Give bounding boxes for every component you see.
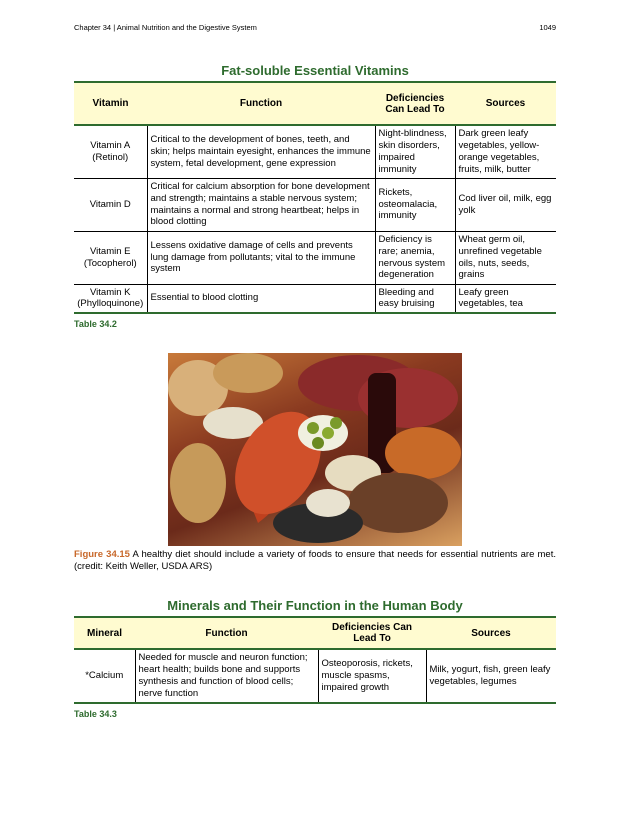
table2-title: Minerals and Their Function in the Human Body: [167, 598, 463, 613]
chapter-title: Chapter 34 | Animal Nutrition and the Digestive System: [74, 23, 257, 32]
table-cell: Vitamin K (Phylloquinone): [74, 284, 147, 313]
table-header-row: [74, 617, 556, 649]
table-cell: Vitamin A (Retinol): [74, 125, 147, 178]
vitamins-table: [74, 81, 556, 314]
column-header: Sources: [455, 82, 556, 125]
table-cell: Vitamin D: [74, 178, 147, 231]
table-cell: Critical to the development of bones, teeth, and skin; helps maintain eyesight, enhances the immune system, fetal development, gene expression: [147, 125, 375, 178]
table-cell: Needed for muscle and neuron function; heart health; builds bone and supports synthesis and function of blood cells; nerve function: [135, 649, 318, 703]
table-cell: Rickets, osteomalacia, immunity: [375, 178, 455, 231]
table1-title: Fat-soluble Essential Vitamins: [221, 63, 409, 78]
figure-caption: [74, 549, 556, 574]
food-photo: [168, 353, 462, 546]
table-row: [74, 125, 556, 178]
table-row: [74, 649, 556, 703]
table-cell: Osteoporosis, rickets, muscle spasms, impaired growth: [318, 649, 426, 703]
table-cell: Vitamin E (Tocopherol): [74, 231, 147, 284]
column-header: Deficiencies Can Lead To: [318, 617, 426, 649]
column-header: Function: [147, 82, 375, 125]
table-header-row: [74, 82, 556, 125]
table-cell: Dark green leafy vegetables, yellow-orange vegetables, fruits, milk, butter: [455, 125, 556, 178]
table-row: [74, 284, 556, 313]
table-row: [74, 178, 556, 231]
table-cell: Cod liver oil, milk, egg yolk: [455, 178, 556, 231]
table-cell: Leafy green vegetables, tea: [455, 284, 556, 313]
table-cell: Critical for calcium absorption for bone development and strength; maintains a stable nervous system; maintains a normal and strong heartbeat; helps in blood clotting: [147, 178, 375, 231]
table-cell: Essential to blood clotting: [147, 284, 375, 313]
table-cell: Night-blindness, skin disorders, impaired immunity: [375, 125, 455, 178]
column-header: Mineral: [74, 617, 135, 649]
table-row: [74, 231, 556, 284]
table1-label: Table 34.2: [74, 319, 117, 329]
table-cell: Lessens oxidative damage of cells and prevents lung damage from pollutants; vital to the immune system: [147, 231, 375, 284]
page-number: 1049: [539, 23, 556, 32]
column-header: Deficiencies Can Lead To: [375, 82, 455, 125]
food-photo-illustration: [168, 353, 462, 546]
column-header: Sources: [426, 617, 556, 649]
column-header: Vitamin: [74, 82, 147, 125]
minerals-table: [74, 616, 556, 704]
figure-caption-text: A healthy diet should include a variety of foods to ensure that needs for essential nutrients are met. (credit: Keith Weller, USDA ARS): [74, 549, 556, 573]
table-cell: Deficiency is rare; anemia, nervous system degeneration: [375, 231, 455, 284]
table2-label: Table 34.3: [74, 709, 117, 719]
table-cell: Bleeding and easy bruising: [375, 284, 455, 313]
table-cell: *Calcium: [74, 649, 135, 703]
table-cell: Wheat germ oil, unrefined vegetable oils, nuts, seeds, grains: [455, 231, 556, 284]
column-header: Function: [135, 617, 318, 649]
figure-label: Figure 34.15: [74, 549, 130, 560]
table-cell: Milk, yogurt, fish, green leafy vegetables, legumes: [426, 649, 556, 703]
